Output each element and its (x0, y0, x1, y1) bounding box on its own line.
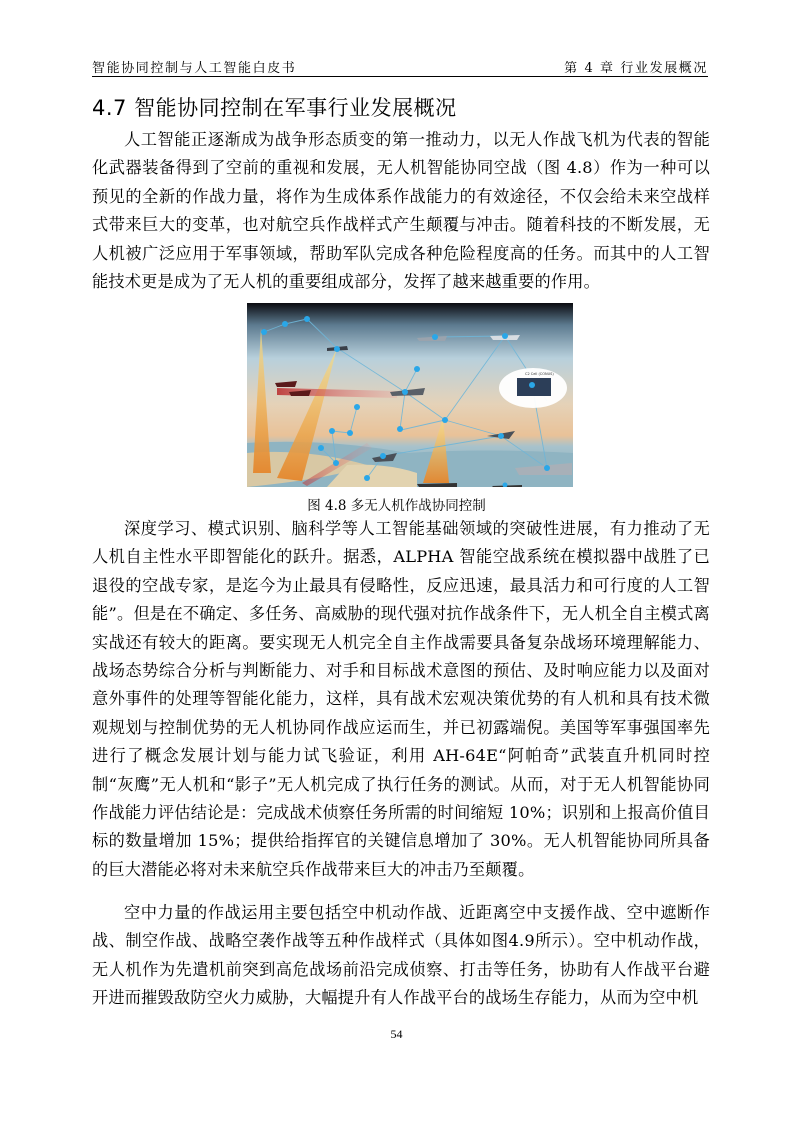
paragraph-3: 空中力量的作战运用主要包括空中机动作战、近距离空中支援作战、空中遮断作战、制空作战、战略空袭作战等五种作战样式（具体如图4.9所示）。空中机动作战，无人机作为先遣机前突到高危战场前沿完成侦察、打击等任务，协助有人作战平台避开进而摧毁敌防空火力威胁，大幅提升有人作战平台的战场生存能力，从而为空中机 (92, 903, 710, 1008)
figure-caption: 图 4.8 多无人机作战协同控制 (307, 498, 486, 514)
section-title: 4.7 智能协同控制在军事行业发展概况 (92, 96, 457, 120)
header-book-title: 智能协同控制与人工智能白皮书 (92, 61, 297, 76)
paragraph-2: 深度学习、模式识别、脑科学等人工智能基础领域的突破性进展，有力推动了无人机自主性水平即智能化的跃升。据悉，ALPHA 智能空战系统在模拟器中战胜了已退役的空战专家，是迄今为止最具有侵略性，反应迅速，最具活力和可行度的人工智能”。但是在不确定、多任务、高威胁的现代强对抗作战条件下，无人机全自主模式离实战还有较大的距离。要实现无人机完全自主作战需要具备复杂战场环境理解能力、战场态势综合分析与判断能力、对手和目标战术意图的预估、及时响应能力以及面对意外事件的处理等智能化能力，这样，具有战术宏观决策优势的有人机和具有技术微观规划与控制优势的无人机协同作战应运而生，并已初露端倪。美国等军事强国率先进行了概念发展计划与能力试飞验证，利用 AH-64E“阿帕奇”武装直升机同时控制“灰鹰”无人机和“影子”无人机完成了执行任务的测试。从而，对于无人机智能协同作战能力评估结论是：完成战术侦察任务所需的时间缩短 10%；识别和上报高价值目标的数量增加 15%；提供给指挥官的关键信息增加了 30%。无人机智能协同所具备的巨大潜能必将对未来航空兵作战带来巨大的冲击乃至颠覆。 (92, 519, 710, 879)
svg-text:C2 Cell (CONUS): C2 Cell (CONUS) (525, 372, 554, 376)
figure-multi-uav-illustration (247, 303, 573, 487)
uav-network-illustration (247, 303, 573, 487)
header-chapter: 第 4 章 行业发展概况 (564, 61, 708, 76)
c2-cell-cloud (499, 368, 567, 408)
running-header (92, 55, 708, 77)
paragraph-1: 人工智能正逐渐成为战争形态质变的第一推动力，以无人作战飞机为代表的智能化武器装备得到了空前的重视和发展，无人机智能协同空战（图 4.8）作为一种可以预见的全新的作战力量，将作为生成体系作战能力的有效途径，不仅会给未来空战样式带来巨大的变革，也对航空兵作战样式产生颠覆与冲击。随着科技的不断发展，无人机被广泛应用于军事领域，帮助军队完成各种危险程度高的任务。而其中的人工智能技术更是成为了无人机的重要组成部分，发挥了越来越重要的作用。 (92, 130, 710, 292)
page-number: 54 (390, 1027, 403, 1041)
